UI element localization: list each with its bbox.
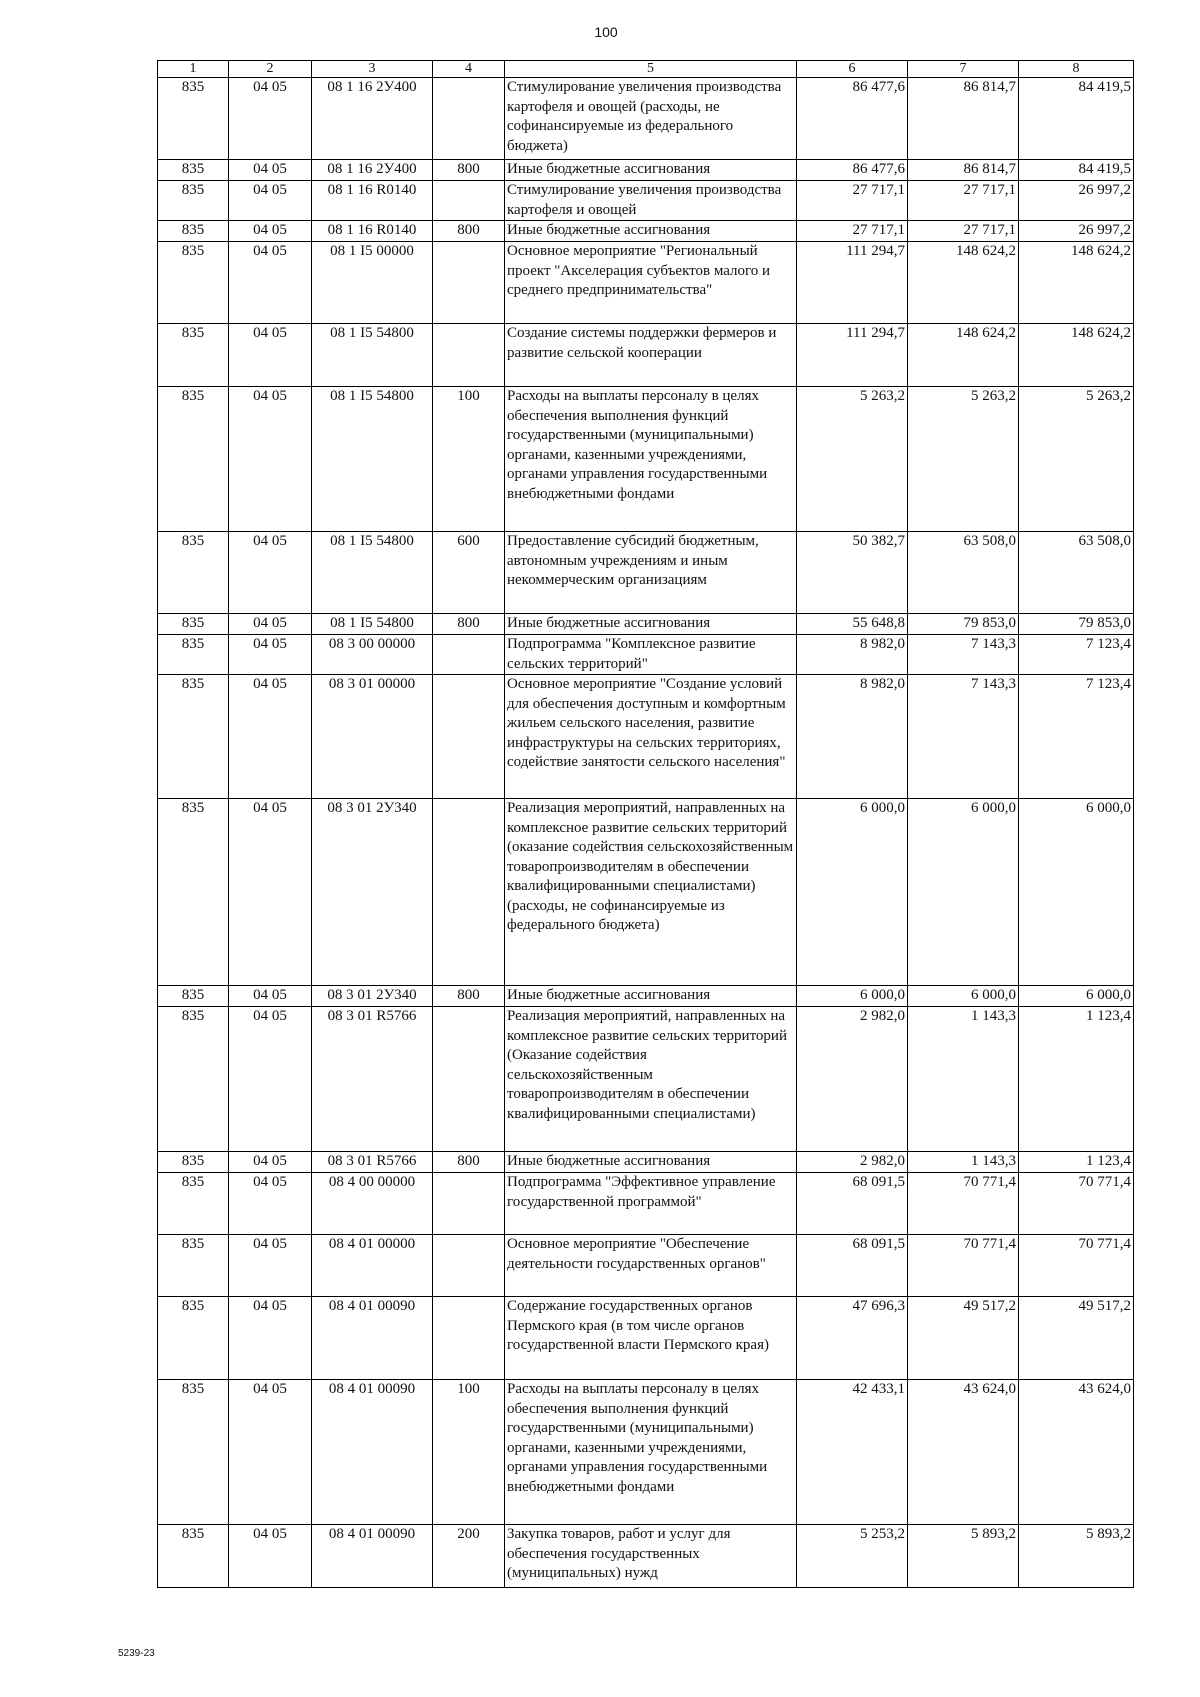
cell-target-article: 08 3 01 2У340: [312, 799, 433, 986]
cell-target-article: 08 3 00 00000: [312, 635, 433, 675]
cell-expense-type: [433, 1173, 505, 1235]
cell-amount-col6: 27 717,1: [797, 181, 908, 221]
cell-target-article: 08 1 16 R0140: [312, 221, 433, 242]
cell-admin-code: 835: [158, 1007, 229, 1152]
cell-admin-code: 835: [158, 635, 229, 675]
cell-admin-code: 835: [158, 986, 229, 1007]
cell-admin-code: 835: [158, 1152, 229, 1173]
cell-section-code: 04 05: [229, 635, 312, 675]
cell-section-code: 04 05: [229, 78, 312, 160]
cell-expense-type: [433, 242, 505, 324]
document-code: 5239-23: [118, 1648, 155, 1659]
cell-expense-type: [433, 1297, 505, 1380]
header-cell: 4: [433, 61, 505, 78]
cell-amount-col7: 43 624,0: [908, 1380, 1019, 1525]
header-cell: 5: [505, 61, 797, 78]
cell-description: Закупка товаров, работ и услуг для обеспечения государственных (муниципальных) нужд: [505, 1525, 797, 1588]
cell-amount-col8: 6 000,0: [1019, 986, 1134, 1007]
cell-section-code: 04 05: [229, 387, 312, 532]
cell-amount-col6: 111 294,7: [797, 324, 908, 387]
cell-amount-col6: 42 433,1: [797, 1380, 908, 1525]
cell-expense-type: [433, 799, 505, 986]
cell-amount-col7: 86 814,7: [908, 78, 1019, 160]
cell-description: Подпрограмма "Комплексное развитие сельских территорий": [505, 635, 797, 675]
cell-amount-col6: 8 982,0: [797, 675, 908, 799]
cell-expense-type: [433, 675, 505, 799]
cell-description: Расходы на выплаты персоналу в целях обеспечения выполнения функций государственными (муниципальными) органами, казенными учреждениями, органами управления государственными внебюджетными фондами: [505, 387, 797, 532]
cell-amount-col6: 50 382,7: [797, 532, 908, 614]
cell-amount-col6: 6 000,0: [797, 986, 908, 1007]
cell-amount-col6: 6 000,0: [797, 799, 908, 986]
cell-amount-col7: 6 000,0: [908, 799, 1019, 986]
cell-target-article: 08 4 00 00000: [312, 1173, 433, 1235]
cell-amount-col8: 148 624,2: [1019, 324, 1134, 387]
cell-section-code: 04 05: [229, 614, 312, 635]
cell-amount-col7: 7 143,3: [908, 675, 1019, 799]
cell-amount-col7: 148 624,2: [908, 324, 1019, 387]
cell-amount-col6: 2 982,0: [797, 1152, 908, 1173]
cell-amount-col8: 43 624,0: [1019, 1380, 1134, 1525]
header-row: [158, 61, 1134, 78]
cell-target-article: 08 1 I5 54800: [312, 532, 433, 614]
header-cell: 6: [797, 61, 908, 78]
header-cell: 8: [1019, 61, 1134, 78]
table-row: [158, 160, 1134, 181]
cell-amount-col6: 111 294,7: [797, 242, 908, 324]
table-row: [158, 242, 1134, 324]
cell-admin-code: 835: [158, 221, 229, 242]
cell-amount-col8: 26 997,2: [1019, 221, 1134, 242]
cell-admin-code: 835: [158, 532, 229, 614]
cell-expense-type: [433, 1007, 505, 1152]
cell-amount-col6: 86 477,6: [797, 160, 908, 181]
cell-section-code: 04 05: [229, 160, 312, 181]
cell-admin-code: 835: [158, 1525, 229, 1588]
cell-amount-col6: 5 263,2: [797, 387, 908, 532]
table-body: [158, 78, 1134, 1588]
cell-amount-col7: 63 508,0: [908, 532, 1019, 614]
cell-section-code: 04 05: [229, 532, 312, 614]
cell-description: Иные бюджетные ассигнования: [505, 221, 797, 242]
cell-amount-col8: 49 517,2: [1019, 1297, 1134, 1380]
cell-section-code: 04 05: [229, 1152, 312, 1173]
table-row: [158, 1235, 1134, 1297]
cell-amount-col6: 2 982,0: [797, 1007, 908, 1152]
cell-amount-col8: 84 419,5: [1019, 78, 1134, 160]
table-row: [158, 675, 1134, 799]
cell-amount-col6: 27 717,1: [797, 221, 908, 242]
cell-expense-type: 600: [433, 532, 505, 614]
cell-amount-col7: 70 771,4: [908, 1235, 1019, 1297]
cell-expense-type: [433, 78, 505, 160]
cell-section-code: 04 05: [229, 1007, 312, 1152]
cell-section-code: 04 05: [229, 675, 312, 799]
cell-admin-code: 835: [158, 160, 229, 181]
table-row: [158, 1525, 1134, 1588]
cell-target-article: 08 3 01 00000: [312, 675, 433, 799]
table-row: [158, 532, 1134, 614]
cell-section-code: 04 05: [229, 221, 312, 242]
cell-amount-col6: 55 648,8: [797, 614, 908, 635]
cell-target-article: 08 3 01 2У340: [312, 986, 433, 1007]
cell-amount-col8: 84 419,5: [1019, 160, 1134, 181]
cell-target-article: 08 1 16 2У400: [312, 160, 433, 181]
cell-amount-col8: 7 123,4: [1019, 635, 1134, 675]
cell-expense-type: 800: [433, 1152, 505, 1173]
cell-amount-col7: 1 143,3: [908, 1007, 1019, 1152]
table-row: [158, 387, 1134, 532]
cell-description: Реализация мероприятий, направленных на комплексное развитие сельских территорий (оказание содействия сельскохозяйственным товаропроизводителям в обеспечении квалифицированными специалистами) (расходы, не софинансируемые из федерального бюджета): [505, 799, 797, 986]
cell-description: Расходы на выплаты персоналу в целях обеспечения выполнения функций государственными (муниципальными) органами, казенными учреждениями, органами управления государственными внебюджетными фондами: [505, 1380, 797, 1525]
cell-section-code: 04 05: [229, 242, 312, 324]
cell-expense-type: [433, 635, 505, 675]
table-row: [158, 1297, 1134, 1380]
cell-target-article: 08 3 01 R5766: [312, 1007, 433, 1152]
cell-section-code: 04 05: [229, 1297, 312, 1380]
cell-expense-type: 800: [433, 986, 505, 1007]
cell-target-article: 08 3 01 R5766: [312, 1152, 433, 1173]
cell-amount-col8: 148 624,2: [1019, 242, 1134, 324]
cell-amount-col7: 1 143,3: [908, 1152, 1019, 1173]
cell-amount-col7: 79 853,0: [908, 614, 1019, 635]
cell-expense-type: [433, 324, 505, 387]
cell-expense-type: 100: [433, 1380, 505, 1525]
cell-section-code: 04 05: [229, 799, 312, 986]
cell-expense-type: 200: [433, 1525, 505, 1588]
cell-admin-code: 835: [158, 1297, 229, 1380]
cell-admin-code: 835: [158, 78, 229, 160]
cell-expense-type: [433, 1235, 505, 1297]
cell-section-code: 04 05: [229, 986, 312, 1007]
cell-description: Иные бюджетные ассигнования: [505, 160, 797, 181]
cell-expense-type: 800: [433, 160, 505, 181]
cell-description: Стимулирование увеличения производства картофеля и овощей (расходы, не софинансируемые из федерального бюджета): [505, 78, 797, 160]
table-row: [158, 181, 1134, 221]
cell-amount-col7: 148 624,2: [908, 242, 1019, 324]
cell-amount-col8: 26 997,2: [1019, 181, 1134, 221]
cell-amount-col8: 5 263,2: [1019, 387, 1134, 532]
cell-amount-col7: 70 771,4: [908, 1173, 1019, 1235]
cell-section-code: 04 05: [229, 1173, 312, 1235]
cell-amount-col7: 5 263,2: [908, 387, 1019, 532]
cell-description: Стимулирование увеличения производства картофеля и овощей: [505, 181, 797, 221]
cell-description: Основное мероприятие "Региональный проект "Акселерация субъектов малого и среднего предпринимательства": [505, 242, 797, 324]
cell-target-article: 08 1 I5 54800: [312, 324, 433, 387]
cell-amount-col6: 68 091,5: [797, 1173, 908, 1235]
cell-expense-type: 800: [433, 221, 505, 242]
cell-amount-col7: 49 517,2: [908, 1297, 1019, 1380]
cell-description: Иные бюджетные ассигнования: [505, 614, 797, 635]
cell-amount-col8: 1 123,4: [1019, 1007, 1134, 1152]
cell-amount-col7: 6 000,0: [908, 986, 1019, 1007]
cell-section-code: 04 05: [229, 1525, 312, 1588]
cell-target-article: 08 1 I5 54800: [312, 614, 433, 635]
cell-amount-col8: 1 123,4: [1019, 1152, 1134, 1173]
cell-admin-code: 835: [158, 799, 229, 986]
cell-amount-col8: 7 123,4: [1019, 675, 1134, 799]
cell-admin-code: 835: [158, 614, 229, 635]
cell-expense-type: [433, 181, 505, 221]
cell-description: Создание системы поддержки фермеров и развитие сельской кооперации: [505, 324, 797, 387]
cell-amount-col6: 5 253,2: [797, 1525, 908, 1588]
cell-target-article: 08 1 16 R0140: [312, 181, 433, 221]
table-row: [158, 78, 1134, 160]
cell-target-article: 08 1 16 2У400: [312, 78, 433, 160]
cell-admin-code: 835: [158, 324, 229, 387]
table-row: [158, 1173, 1134, 1235]
cell-amount-col8: 6 000,0: [1019, 799, 1134, 986]
cell-amount-col7: 27 717,1: [908, 221, 1019, 242]
cell-expense-type: 800: [433, 614, 505, 635]
table-row: [158, 986, 1134, 1007]
cell-target-article: 08 4 01 00090: [312, 1380, 433, 1525]
cell-target-article: 08 4 01 00090: [312, 1525, 433, 1588]
cell-description: Основное мероприятие "Обеспечение деятельности государственных органов": [505, 1235, 797, 1297]
cell-amount-col6: 68 091,5: [797, 1235, 908, 1297]
cell-amount-col8: 5 893,2: [1019, 1525, 1134, 1588]
cell-admin-code: 835: [158, 181, 229, 221]
cell-section-code: 04 05: [229, 324, 312, 387]
cell-target-article: 08 1 I5 54800: [312, 387, 433, 532]
table-row: [158, 1152, 1134, 1173]
cell-amount-col6: 47 696,3: [797, 1297, 908, 1380]
cell-amount-col7: 5 893,2: [908, 1525, 1019, 1588]
cell-amount-col8: 63 508,0: [1019, 532, 1134, 614]
cell-description: Реализация мероприятий, направленных на комплексное развитие сельских территорий (Оказание содействия сельскохозяйственным товаропроизводителям в обеспечении квалифицированными специалистами): [505, 1007, 797, 1152]
header-cell: 2: [229, 61, 312, 78]
cell-section-code: 04 05: [229, 1235, 312, 1297]
cell-amount-col8: 79 853,0: [1019, 614, 1134, 635]
cell-amount-col7: 27 717,1: [908, 181, 1019, 221]
cell-expense-type: 100: [433, 387, 505, 532]
cell-admin-code: 835: [158, 1173, 229, 1235]
table-row: [158, 1380, 1134, 1525]
table-row: [158, 221, 1134, 242]
cell-amount-col6: 86 477,6: [797, 78, 908, 160]
cell-description: Иные бюджетные ассигнования: [505, 1152, 797, 1173]
cell-amount-col7: 86 814,7: [908, 160, 1019, 181]
cell-description: Иные бюджетные ассигнования: [505, 986, 797, 1007]
cell-target-article: 08 4 01 00090: [312, 1297, 433, 1380]
cell-admin-code: 835: [158, 1235, 229, 1297]
cell-description: Основное мероприятие "Создание условий для обеспечения доступным и комфортным жильем сельского населения, развитие инфраструктуры на сельских территориях, содействие занятости сельского населения": [505, 675, 797, 799]
cell-admin-code: 835: [158, 242, 229, 324]
cell-admin-code: 835: [158, 675, 229, 799]
page-number: 100: [594, 24, 618, 40]
table-row: [158, 614, 1134, 635]
cell-target-article: 08 4 01 00000: [312, 1235, 433, 1297]
budget-table: [157, 60, 1134, 1588]
table-row: [158, 799, 1134, 986]
cell-amount-col7: 7 143,3: [908, 635, 1019, 675]
header-cell: 3: [312, 61, 433, 78]
table-row: [158, 635, 1134, 675]
cell-target-article: 08 1 I5 00000: [312, 242, 433, 324]
header-cell: 7: [908, 61, 1019, 78]
table-row: [158, 1007, 1134, 1152]
table-row: [158, 324, 1134, 387]
cell-section-code: 04 05: [229, 181, 312, 221]
cell-amount-col8: 70 771,4: [1019, 1235, 1134, 1297]
cell-amount-col8: 70 771,4: [1019, 1173, 1134, 1235]
cell-admin-code: 835: [158, 387, 229, 532]
cell-description: Подпрограмма "Эффективное управление государственной программой": [505, 1173, 797, 1235]
cell-amount-col6: 8 982,0: [797, 635, 908, 675]
cell-description: Предоставление субсидий бюджетным, автономным учреждениям и иным некоммерческим организациям: [505, 532, 797, 614]
cell-section-code: 04 05: [229, 1380, 312, 1525]
header-cell: 1: [158, 61, 229, 78]
cell-admin-code: 835: [158, 1380, 229, 1525]
cell-description: Содержание государственных органов Пермского края (в том числе органов государственной власти Пермского края): [505, 1297, 797, 1380]
